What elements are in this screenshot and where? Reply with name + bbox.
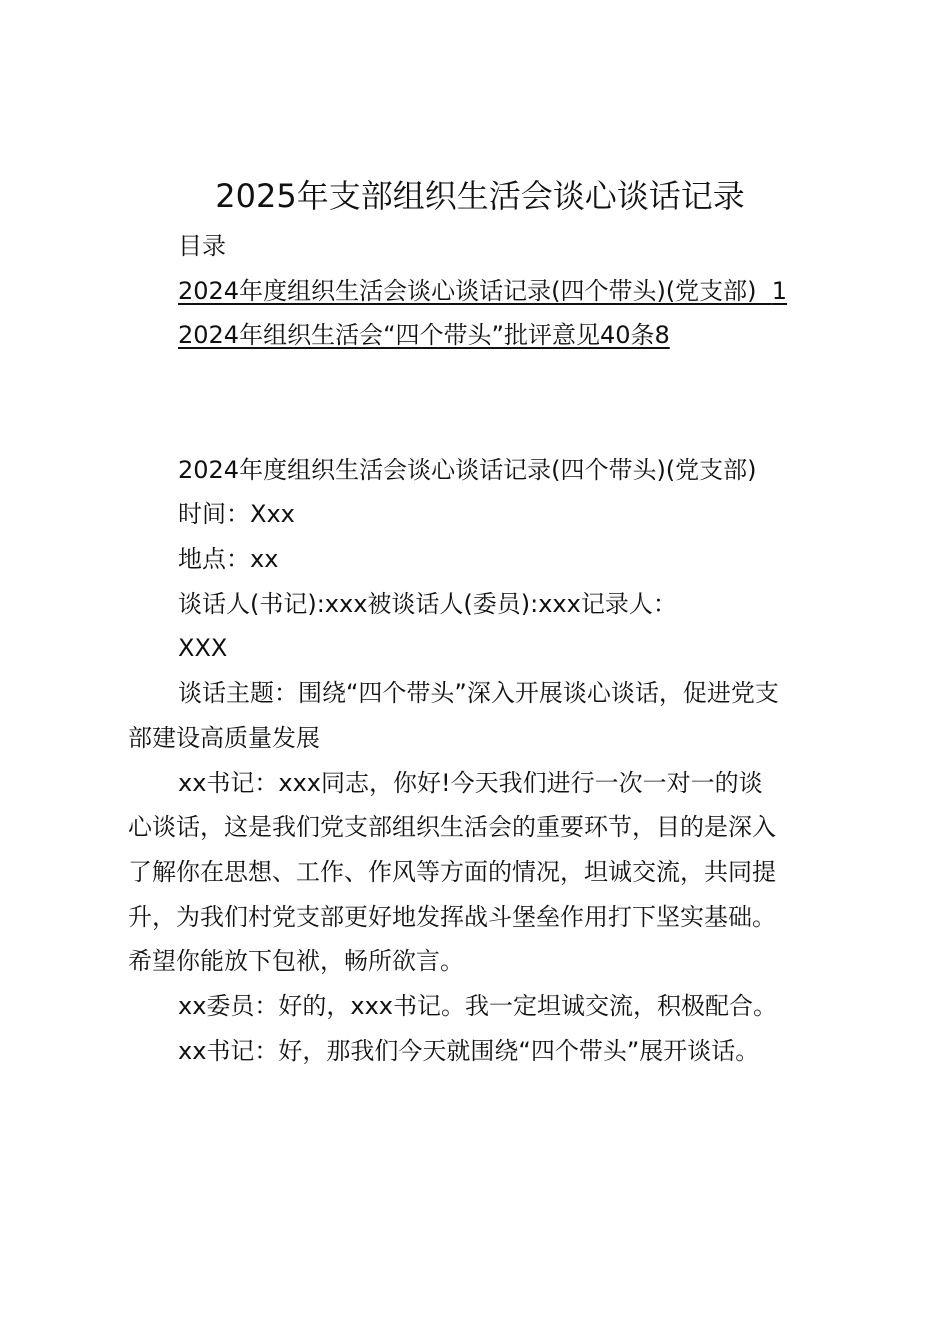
paragraph-3: xx书记：好，那我们今天就围绕“四个带头”展开谈话。 — [178, 1037, 760, 1065]
meeting-participants: 谈话人(书记):xxx被谈话人(委员):xxx记录人： — [178, 590, 677, 618]
meeting-time: 时间：Xxx — [178, 500, 295, 528]
toc-heading: 目录 — [178, 232, 226, 260]
paragraph-2: xx委员：好的，xxx书记。我一定坦诚交流，积极配合。 — [178, 992, 778, 1020]
toc-item-2-page: 8 — [654, 321, 670, 349]
paragraph-1-line-4: 升，为我们村党支部更好地发挥战斗堡垒作用打下坚实基础。 — [128, 903, 776, 931]
paragraph-1-line-1: xx书记：xxx同志，你好!今天我们进行一次一对一的谈 — [178, 769, 763, 797]
toc-item-1[interactable] — [178, 276, 787, 306]
toc-item-2[interactable] — [178, 320, 670, 350]
toc-item-1-page: 1 — [771, 277, 788, 305]
meeting-place: 地点：xx — [178, 545, 279, 573]
meeting-recorder: XXX — [178, 634, 228, 662]
paragraph-1-line-2: 心谈话，这是我们党支部组织生活会的重要环节，目的是深入 — [128, 813, 776, 841]
topic-line-1: 谈话主题：围绕“四个带头”深入开展谈心谈话，促进党支 — [178, 679, 779, 707]
paragraph-1-line-5: 希望你能放下包袱，畅所欲言。 — [128, 947, 464, 975]
section-title: 2024年度组织生活会谈心谈话记录(四个带头)(党支部) — [178, 456, 757, 484]
topic-line-2: 部建设高质量发展 — [128, 724, 320, 752]
toc-item-2-label: 2024年组织生活会“四个带头”批评意见40条 — [178, 321, 655, 349]
paragraph-1-line-3: 了解你在思想、工作、作风等方面的情况，坦诚交流，共同提 — [128, 858, 776, 886]
toc-item-1-label: 2024年度组织生活会谈心谈话记录(四个带头)(党支部) — [178, 277, 757, 305]
document-title: 2025年支部组织生活会谈心谈话记录 — [215, 177, 745, 215]
